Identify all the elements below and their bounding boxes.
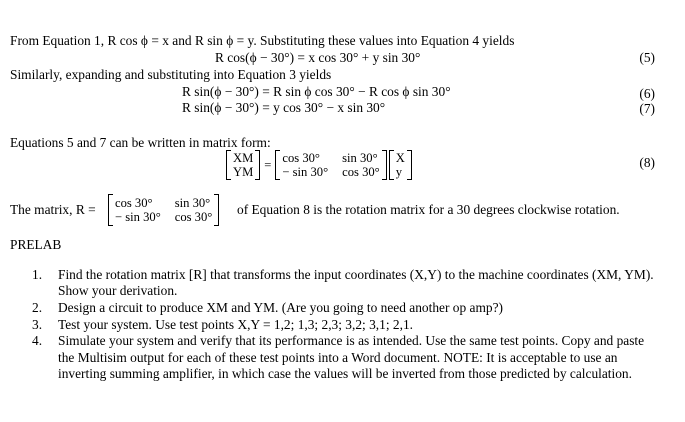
matrix-prefix: The matrix, R = bbox=[10, 202, 96, 217]
lhs-ym: YM bbox=[233, 165, 254, 179]
list-item bbox=[32, 267, 662, 299]
list-item-text: Simulate your system and verify that its performance is as intended. Use the same test points. Copy and paste the Multisim output for each of these test points into a Word document. NOTE: It is acceptable to use an inverting summing amplifier, in which case the values will be inverted from those predicted by calculation. bbox=[58, 333, 645, 381]
matrix-intro: Equations 5 and 7 can be written in matrix form: bbox=[10, 135, 271, 150]
r-matrix bbox=[108, 194, 219, 226]
equation-5-number: (5) bbox=[639, 50, 655, 65]
m11: cos 30° bbox=[282, 151, 320, 165]
m22: cos 30° bbox=[342, 165, 380, 179]
equation-5: R cos(ϕ − 30°) = x cos 30° + y sin 30° bbox=[215, 50, 421, 65]
m12: sin 30° bbox=[342, 151, 378, 165]
equals-sign: = bbox=[264, 157, 272, 172]
list-item-text: Find the rotation matrix [R] that transforms the input coordinates (X,Y) to the machine coordinates (XM, YM). Show your derivation. bbox=[58, 267, 654, 299]
matrix-right-bracket bbox=[382, 150, 387, 180]
equation-6-number: (6) bbox=[639, 86, 655, 101]
equation-8 bbox=[226, 150, 412, 180]
list-item bbox=[32, 333, 662, 382]
list-item bbox=[32, 300, 662, 316]
list-item-number: 4. bbox=[32, 333, 43, 349]
intro-line-1: From Equation 1, R cos ϕ = x and R sin ϕ = y. Substituting these values into Equation 4 yields bbox=[10, 33, 515, 48]
list-item-text: Design a circuit to produce XM and YM. (Are you going to need another op amp?) bbox=[58, 299, 503, 315]
rhs-vector bbox=[394, 151, 407, 179]
r-m11: cos 30° bbox=[115, 196, 153, 210]
rotation-matrix-eq8 bbox=[280, 151, 381, 179]
m21: − sin 30° bbox=[282, 165, 329, 179]
equation-8-number: (8) bbox=[639, 155, 655, 170]
intro-line-2: Similarly, expanding and substituting into Equation 3 yields bbox=[10, 67, 332, 82]
list-item-number: 3. bbox=[32, 316, 43, 332]
rhs-right-bracket bbox=[407, 150, 412, 180]
r-matrix-right-bracket bbox=[214, 194, 219, 226]
rhs-y: y bbox=[395, 165, 403, 179]
list-item-text: Test your system. Use test points X,Y = 1,2; 1,3; 2,3; 3,2; 3,1; 2,1. bbox=[58, 316, 414, 332]
rhs-x: X bbox=[395, 151, 405, 165]
list-item-number: 1. bbox=[32, 267, 43, 282]
prelab-list bbox=[32, 267, 662, 382]
equation-7: R sin(ϕ − 30°) = y cos 30° − x sin 30° bbox=[182, 100, 386, 115]
r-matrix-grid bbox=[113, 196, 214, 224]
lhs-vector bbox=[231, 151, 255, 179]
r-m21: − sin 30° bbox=[115, 210, 161, 224]
equation-7-number: (7) bbox=[639, 101, 655, 116]
lhs-xm: XM bbox=[233, 151, 254, 165]
equation-6: R sin(ϕ − 30°) = R sin ϕ cos 30° − R cos ϕ sin 30° bbox=[182, 84, 451, 99]
r-m12: sin 30° bbox=[174, 196, 211, 210]
r-m22: cos 30° bbox=[174, 210, 213, 224]
prelab-heading: PRELAB bbox=[10, 237, 62, 252]
list-item bbox=[32, 317, 662, 333]
list-item-number: 2. bbox=[32, 299, 43, 315]
matrix-suffix: of Equation 8 is the rotation matrix for a 30 degrees clockwise rotation. bbox=[237, 202, 620, 217]
